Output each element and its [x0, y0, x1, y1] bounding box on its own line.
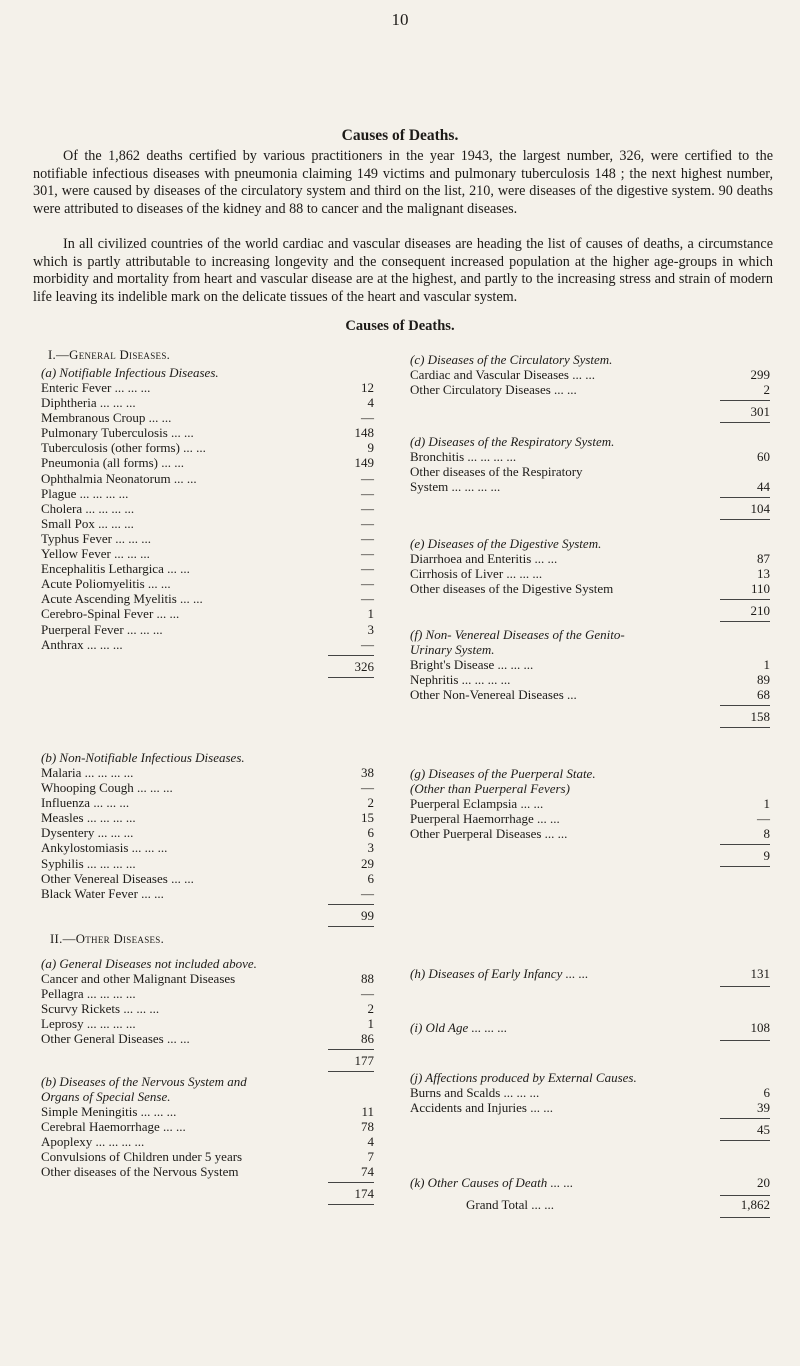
table-row: [41, 1149, 374, 1164]
divider: [720, 1194, 770, 1196]
grand-total-value: 1,862: [740, 1197, 770, 1212]
row-label: Ankylostomiasis ... ... ...: [41, 840, 168, 856]
row-value: —: [361, 530, 374, 546]
group-f-genito-urinary: [410, 627, 770, 728]
row-label: Simple Meningitis ... ... ...: [41, 1104, 177, 1119]
row-label: Black Water Fever ... ...: [41, 885, 164, 901]
row-label: Other Circulatory Diseases ... ...: [410, 382, 577, 398]
table-row: [410, 566, 770, 581]
left-column-b: [41, 750, 374, 927]
group-h-early-infancy: [410, 966, 770, 987]
table-row: [41, 637, 374, 652]
row-label: Bronchitis ... ... ... ...: [410, 449, 517, 464]
group-title: (g) Diseases of the Puerperal State.: [410, 766, 596, 781]
row-label: Puerperal Eclampsia ... ...: [410, 796, 544, 811]
table-row: [410, 449, 770, 464]
table-row: [41, 1134, 374, 1149]
row-label: Bright's Disease ... ... ...: [410, 657, 534, 672]
row-label: Tuberculosis (other forms) ... ...: [41, 440, 206, 456]
row-label: Cholera ... ... ... ...: [41, 500, 135, 516]
table-row: [41, 810, 374, 825]
group-title: (k) Other Causes of Death ... ...: [410, 1175, 574, 1190]
group-title: (b) Diseases of the Nervous System and: [41, 1074, 247, 1089]
group-title: (d) Diseases of the Respiratory System.: [410, 434, 615, 449]
row-value: 12: [361, 380, 374, 395]
table-row: [41, 1016, 374, 1031]
table-row: [410, 479, 770, 494]
divider: [720, 1216, 770, 1218]
total-value: 9: [763, 848, 770, 864]
row-label: Cirrhosis of Liver ... ... ...: [410, 566, 543, 582]
table-row: [41, 501, 374, 516]
row-value: —: [361, 515, 374, 531]
row-label: Plague ... ... ... ...: [41, 485, 129, 501]
row-label: Diphtheria ... ... ...: [41, 395, 136, 411]
row-label: Cardiac and Vascular Diseases ... ...: [410, 367, 595, 382]
total-value: 210: [750, 603, 770, 619]
total-value: 158: [750, 709, 770, 725]
row-value: 44: [757, 479, 770, 495]
row-label: Dysentery ... ... ...: [41, 825, 134, 841]
row-value: 149: [354, 455, 374, 471]
total-value: 104: [750, 501, 770, 517]
table-row: [410, 367, 770, 382]
row-value: 87: [757, 551, 770, 566]
group-total: [720, 599, 770, 622]
table-row: [41, 546, 374, 561]
total-value: 99: [361, 907, 374, 923]
table-row: [410, 826, 770, 841]
table-row: [41, 856, 374, 871]
section-general-diseases: I.—General Diseases.: [48, 348, 171, 362]
row-value: —: [361, 591, 374, 607]
row-label: System ... ... ... ...: [410, 479, 501, 495]
row-label: Pellagra ... ... ... ...: [41, 986, 136, 1002]
row-label: Typhus Fever ... ... ...: [41, 530, 151, 546]
page-title: Causes of Deaths.: [341, 127, 459, 144]
table-row: [410, 687, 770, 702]
table-row: [41, 591, 374, 606]
table-row: [410, 811, 770, 826]
row-label: Ophthalmia Neonatorum ... ...: [41, 470, 197, 486]
row-value: 4: [367, 395, 374, 411]
row-label: Nephritis ... ... ... ...: [410, 672, 511, 688]
group-title: (h) Diseases of Early Infancy ... ...: [410, 966, 589, 981]
row-value: [732, 464, 770, 479]
table-row: [410, 657, 770, 672]
table-row: [41, 840, 374, 855]
group-e-digestive: [410, 536, 770, 622]
total-value: 45: [757, 1122, 770, 1138]
intro-paragraph-1: Of the 1,862 deaths certified by various practitioners in the year 1943, the largest number, 326, were certified to the notifiable infectious diseases with pneumonia claiming 149 victims and pulmonary tuberculosis 148 ; the next highest number, 301, were caused by diseases of the circulatory system and third on the list, 210, were diseases of the digestive system. 90 deaths were attributed to diseases of the kidney and 88 to cancer and the malignant diseases.: [33, 148, 773, 217]
table-row: [41, 606, 374, 621]
row-value: 38: [361, 765, 374, 780]
row-label: Measles ... ... ... ...: [41, 810, 136, 826]
row-value: 13: [757, 566, 770, 582]
table-row: [41, 871, 374, 886]
row-label: Small Pox ... ... ...: [41, 515, 134, 531]
row-value: 3: [367, 840, 374, 856]
row-value: 89: [757, 672, 770, 688]
row-value: 78: [361, 1119, 374, 1135]
row-value: 86: [361, 1031, 374, 1047]
row-value: 7: [367, 1149, 374, 1165]
row-value: 148: [354, 425, 374, 441]
row-label: Other Puerperal Diseases ... ...: [410, 826, 568, 842]
row-label: Whooping Cough ... ... ...: [41, 780, 173, 796]
row-value: 6: [367, 825, 374, 841]
row-label: Cerebro-Spinal Fever ... ...: [41, 606, 180, 622]
grand-total: [410, 1197, 770, 1218]
row-value: 110: [750, 581, 770, 597]
group-total: [720, 1118, 770, 1141]
row-value: —: [757, 811, 770, 827]
row-value: —: [361, 576, 374, 592]
row-value: 299: [750, 367, 770, 382]
total-value: 177: [354, 1053, 374, 1069]
row-value: 9: [367, 440, 374, 456]
table-row: [41, 986, 374, 1001]
group-i-old-age: [410, 1020, 770, 1041]
row-label: Other General Diseases ... ...: [41, 1031, 190, 1047]
group-total: [720, 400, 770, 423]
table-row: [41, 471, 374, 486]
table-row: [41, 576, 374, 591]
group-b-nervous: [41, 1074, 374, 1205]
table-row: [41, 780, 374, 795]
row-value: 60: [757, 449, 770, 464]
row-label: Cerebral Haemorrhage ... ...: [41, 1119, 186, 1135]
table-row: [41, 425, 374, 440]
row-value: —: [361, 410, 374, 426]
row-label: Other diseases of the Digestive System: [410, 581, 614, 597]
row-value: 74: [361, 1164, 374, 1180]
table-row: [41, 395, 374, 410]
group-title: (j) Affections produced by External Causes.: [410, 1070, 637, 1085]
section-other-diseases: II.—Other Diseases.: [50, 932, 165, 946]
group-a-general: [41, 956, 374, 1072]
group-j-external: [410, 1070, 770, 1141]
table-row: [41, 380, 374, 395]
row-label: Syphilis ... ... ... ...: [41, 855, 136, 871]
row-value: 1: [763, 796, 770, 811]
total-value: 301: [750, 404, 770, 420]
row-label: Malaria ... ... ... ...: [41, 765, 134, 780]
group-title: (e) Diseases of the Digestive System.: [410, 536, 602, 551]
row-value: —: [361, 986, 374, 1002]
table-row: [410, 1085, 770, 1100]
table-row: [410, 464, 770, 479]
table-row: [41, 795, 374, 810]
row-value: 29: [361, 855, 374, 871]
table-row: [41, 1119, 374, 1134]
row-label: Other Non-Venereal Diseases ...: [410, 687, 577, 703]
row-label: Acute Ascending Myelitis ... ...: [41, 591, 203, 607]
row-label: Accidents and Injuries ... ...: [410, 1100, 553, 1116]
group-value: 131: [750, 966, 770, 981]
row-value: —: [361, 546, 374, 562]
group-title-2: (Other than Puerperal Fevers): [410, 781, 570, 796]
row-label: Influenza ... ... ...: [41, 795, 130, 811]
table-row: [410, 551, 770, 566]
table-row: [41, 410, 374, 425]
row-value: 68: [757, 687, 770, 703]
row-label: Encephalitis Lethargica ... ...: [41, 561, 190, 577]
group-value: 20: [757, 1175, 770, 1190]
row-label: Leprosy ... ... ... ...: [41, 1016, 136, 1032]
group-b-non-notifiable: [41, 750, 374, 927]
row-value: 6: [763, 1085, 770, 1100]
row-label: Yellow Fever ... ... ...: [41, 546, 150, 562]
row-value: 15: [361, 810, 374, 826]
row-label: Puerperal Fever ... ... ...: [41, 621, 163, 637]
table-row: [410, 796, 770, 811]
row-value: 2: [367, 1001, 374, 1017]
total-value: 326: [354, 658, 374, 674]
table-row: [41, 486, 374, 501]
row-value: —: [361, 636, 374, 652]
group-title: (a) Notifiable Infectious Diseases.: [41, 365, 219, 380]
grand-total-label: Grand Total ... ...: [466, 1197, 555, 1212]
table-row: [41, 531, 374, 546]
row-value: 39: [757, 1100, 770, 1116]
row-value: 8: [763, 826, 770, 842]
group-title-2: Organs of Special Sense.: [41, 1089, 171, 1104]
table-row: [41, 886, 374, 901]
row-value: 3: [367, 621, 374, 637]
row-label: Other diseases of the Respiratory: [410, 464, 583, 480]
row-label: Puerperal Haemorrhage ... ...: [410, 811, 560, 827]
table-row: [41, 1104, 374, 1119]
row-value: 2: [367, 795, 374, 811]
row-value: 6: [367, 870, 374, 886]
row-label: Acute Poliomyelitis ... ...: [41, 576, 171, 592]
row-value: —: [361, 500, 374, 516]
table-row: [41, 561, 374, 576]
group-total: [720, 497, 770, 520]
row-value: —: [361, 470, 374, 486]
row-value: 1: [367, 606, 374, 622]
group-d-respiratory: [410, 434, 770, 520]
left-column-c: [41, 956, 374, 1072]
row-label: Cancer and other Malignant Diseases: [41, 971, 236, 986]
group-total: [328, 1049, 374, 1072]
total-value: 174: [354, 1186, 374, 1202]
row-label: Enteric Fever ... ... ...: [41, 380, 151, 395]
row-value: —: [361, 485, 374, 501]
table-row: [41, 765, 374, 780]
table-row: [410, 1100, 770, 1115]
table-row: [410, 382, 770, 397]
table-row: [410, 672, 770, 687]
page-number: 10: [391, 10, 409, 29]
row-label: Other Venereal Diseases ... ...: [41, 870, 194, 886]
row-value: —: [361, 885, 374, 901]
table-row: [41, 1001, 374, 1016]
row-value: 4: [367, 1134, 374, 1150]
row-label: Diarrhoea and Enteritis ... ...: [410, 551, 558, 566]
row-value: 88: [361, 971, 374, 986]
row-label: Apoplexy ... ... ... ...: [41, 1134, 145, 1150]
row-label: Other diseases of the Nervous System: [41, 1164, 239, 1180]
group-title: (b) Non-Notifiable Infectious Diseases.: [41, 750, 245, 765]
table-row: [41, 455, 374, 470]
group-value: 108: [750, 1020, 770, 1035]
table-row: [41, 1164, 374, 1179]
row-label: Anthrax ... ... ...: [41, 636, 123, 652]
table-row: [41, 516, 374, 531]
table-row: [41, 1031, 374, 1046]
group-title: (a) General Diseases not included above.: [41, 956, 257, 971]
divider: [720, 985, 770, 987]
row-label: Convulsions of Children under 5 years: [41, 1149, 243, 1165]
group-total: [328, 904, 374, 927]
group-title: (f) Non- Venereal Diseases of the Genito-: [410, 627, 625, 642]
group-total: [720, 705, 770, 728]
table-row: [41, 825, 374, 840]
group-title: (c) Diseases of the Circulatory System.: [410, 352, 613, 367]
table-title: Causes of Deaths.: [345, 318, 455, 334]
group-title-2: Urinary System.: [410, 642, 495, 657]
left-column: [41, 365, 374, 678]
table-row: [41, 440, 374, 455]
group-a-notifiable: [41, 365, 374, 678]
left-column-d: [41, 1074, 374, 1205]
row-label: Scurvy Rickets ... ... ...: [41, 1001, 160, 1017]
group-c-circulatory: [410, 352, 770, 423]
row-value: 1: [763, 657, 770, 672]
row-value: 1: [367, 1016, 374, 1032]
row-value: 11: [361, 1104, 374, 1119]
row-value: —: [361, 561, 374, 577]
group-g-puerperal: [410, 766, 770, 867]
row-label: Membranous Croup ... ...: [41, 410, 172, 426]
group-total: [328, 655, 374, 678]
table-row: [410, 581, 770, 596]
group-title: (i) Old Age ... ... ...: [410, 1020, 508, 1035]
divider: [720, 1039, 770, 1041]
intro-paragraph-2: In all civilized countries of the world cardiac and vascular diseases are heading the list of causes of deaths, a circumstance which is partly attributable to increasing longevity and the consequent increased population at the higher age-groups in which morbidity and mortality from heart and vascular disease are at the highest, and partly to the increasing stress and strain of modern life leaving its indelible mark on the delicate tissues of the heart and vascular system.: [33, 236, 773, 305]
row-value: —: [361, 780, 374, 796]
row-label: Burns and Scalds ... ... ...: [410, 1085, 540, 1100]
table-row: [41, 971, 374, 986]
table-row: [41, 622, 374, 637]
row-value: 2: [763, 382, 770, 398]
group-total: [720, 844, 770, 867]
group-k-other: [410, 1175, 770, 1196]
group-total: [328, 1182, 374, 1205]
row-label: Pneumonia (all forms) ... ...: [41, 455, 184, 471]
row-label: Pulmonary Tuberculosis ... ...: [41, 425, 194, 441]
